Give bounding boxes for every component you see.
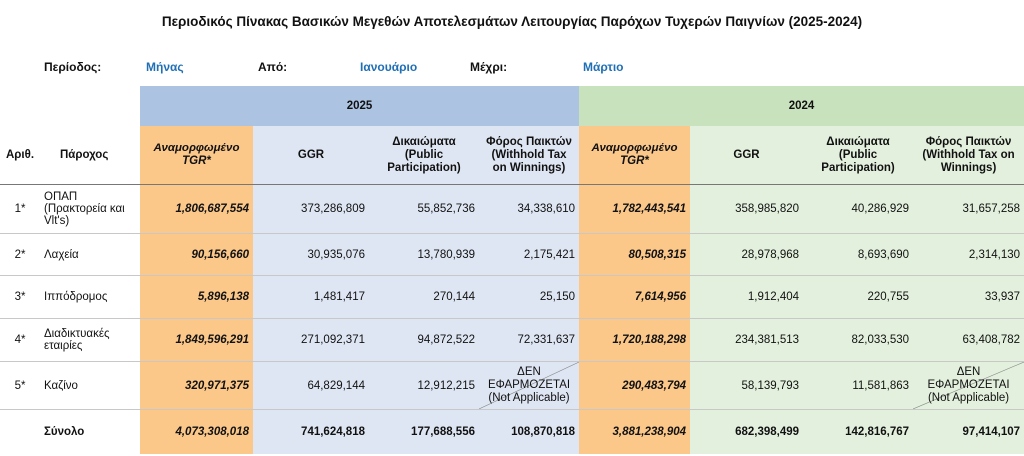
cell-ggr-2025: 1,481,417 [253,276,369,319]
cell-tgr-2024: 290,483,794 [579,362,690,410]
cell-tgr-2025: 1,806,687,554 [140,185,253,234]
cell-ggr-2024: 1,912,404 [690,276,803,319]
cell-ggr-2024: 234,381,513 [690,319,803,362]
row-num: 5* [0,362,40,410]
year-2024-header: 2024 [579,86,1024,126]
col-tax-2024: Φόρος Παικτών (Withhold Tax on Winnings) [913,126,1024,185]
col-rights-2025: Δικαιώματα (Public Participation) [369,126,479,185]
col-tgr-2024: Αναμορφωμένο TGR* [579,126,690,185]
cell-tax-2025: 2,175,421 [479,234,579,276]
row-num: 4* [0,319,40,362]
cell-ggr-2025: 30,935,076 [253,234,369,276]
period-value: Μήνας [146,60,184,74]
col-num: Αριθ. [0,126,40,185]
table-row [0,185,1024,234]
cell-rights-2025: 13,780,939 [369,234,479,276]
cell-tax-2025 [479,362,579,410]
cell-ggr-2025: 271,092,371 [253,319,369,362]
from-label: Από: [258,60,288,74]
cell-ggr-2024: 58,139,793 [690,362,803,410]
table-row [0,319,1024,362]
to-label: Μέχρι: [470,60,508,74]
cell-tgr-2025: 1,849,596,291 [140,319,253,362]
row-provider: Λαχεία [40,234,140,276]
total-row [0,410,1024,454]
to-value: Μάρτιο [583,60,624,74]
cell-tgr-2024: 1,782,443,541 [579,185,690,234]
period-label: Περίοδος: [44,60,102,74]
year-2025-header: 2025 [140,86,579,126]
cell-rights-2024: 82,033,530 [803,319,913,362]
col-ggr-2024: GGR [690,126,803,185]
cell-tax-2025: 34,338,610 [479,185,579,234]
cell-tax-2024: 63,408,782 [913,319,1024,362]
results-table [0,86,1024,454]
cell-rights-2025: 94,872,522 [369,319,479,362]
cell-tgr-2024: 7,614,956 [579,276,690,319]
total-tgr-2024: 3,881,238,904 [579,410,690,454]
total-tax-2024: 97,414,107 [913,410,1024,454]
cell-tax-2024: 33,937 [913,276,1024,319]
total-ggr-2025: 741,624,818 [253,410,369,454]
cell-tax-2024 [913,362,1024,410]
from-value: Ιανουάριο [360,60,418,74]
row-provider: ΟΠΑΠ (Πρακτορεία και Vlt's) [40,185,140,234]
not-applicable-text: ΔΕΝ ΕΦΑΡΜΟΖΕΤΑΙ (Not Applicable) [927,366,1010,404]
row-provider: Ιππόδρομος [40,276,140,319]
cell-tax-2024: 31,657,258 [913,185,1024,234]
cell-rights-2024: 40,286,929 [803,185,913,234]
cell-tgr-2024: 80,508,315 [579,234,690,276]
col-provider: Πάροχος [40,126,140,185]
cell-tax-2024: 2,314,130 [913,234,1024,276]
cell-rights-2025: 12,912,215 [369,362,479,410]
cell-tgr-2025: 5,896,138 [140,276,253,319]
col-ggr-2025: GGR [253,126,369,185]
page-title: Περιοδικός Πίνακας Βασικών Μεγεθών Αποτελεσμάτων Λειτουργίας Παρόχων Τυχερών Παιγνίων (2025-2024) [161,14,863,29]
total-label: Σύνολο [44,425,85,438]
cell-ggr-2024: 358,985,820 [690,185,803,234]
cell-tgr-2025: 90,156,660 [140,234,253,276]
cell-rights-2024: 8,693,690 [803,234,913,276]
cell-rights-2024: 220,755 [803,276,913,319]
cell-tgr-2025: 320,971,375 [140,362,253,410]
cell-ggr-2024: 28,978,968 [690,234,803,276]
total-ggr-2024: 682,398,499 [690,410,803,454]
cell-rights-2025: 270,144 [369,276,479,319]
cell-tgr-2024: 1,720,188,298 [579,319,690,362]
col-tax-2025: Φόρος Παικτών (Withhold Tax on Winnings) [479,126,579,185]
cell-ggr-2025: 373,286,809 [253,185,369,234]
not-applicable-text: ΔΕΝ ΕΦΑΡΜΟΖΕΤΑΙ (Not Applicable) [487,366,571,404]
table-row [0,234,1024,276]
cell-tax-2025: 25,150 [479,276,579,319]
col-rights-2024: Δικαιώματα (Public Participation) [803,126,913,185]
row-num: 3* [0,276,40,319]
cell-ggr-2025: 64,829,144 [253,362,369,410]
table-row [0,276,1024,319]
cell-rights-2024: 11,581,863 [803,362,913,410]
total-tax-2025: 108,870,818 [479,410,579,454]
cell-rights-2025: 55,852,736 [369,185,479,234]
total-rights-2025: 177,688,556 [369,410,479,454]
row-num: 1* [0,185,40,234]
table-row [0,362,1024,410]
row-provider: Καζίνο [40,362,140,410]
cell-tax-2025: 72,331,637 [479,319,579,362]
col-tgr-2025: Αναμορφωμένο TGR* [140,126,253,185]
total-tgr-2025: 4,073,308,018 [140,410,253,454]
total-rights-2024: 142,816,767 [803,410,913,454]
row-provider: Διαδικτυακές εταιρίες [40,319,140,362]
row-num: 2* [0,234,40,276]
